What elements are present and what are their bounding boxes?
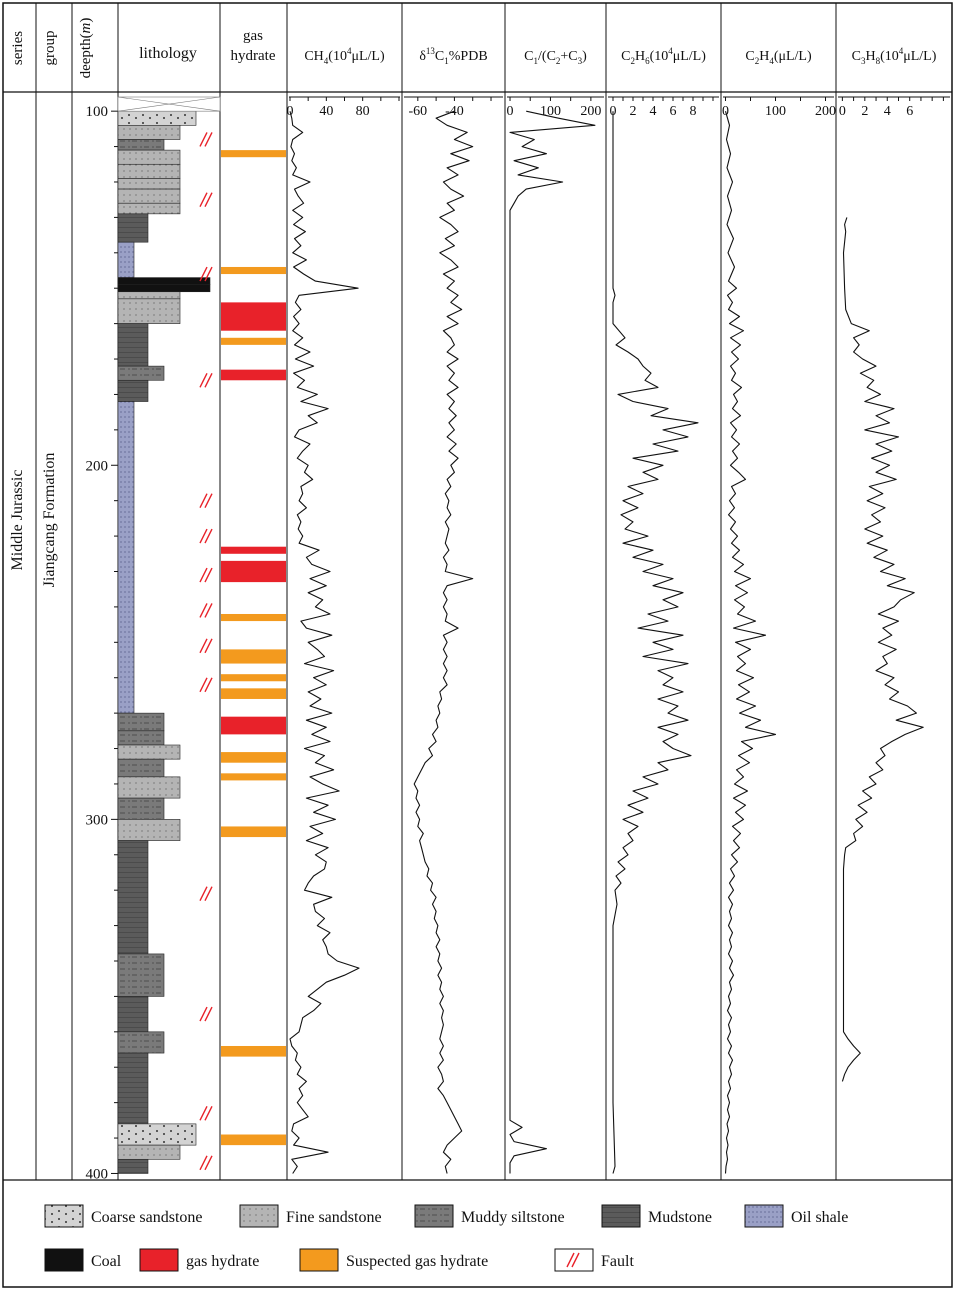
- track-tick-label: 0: [838, 104, 846, 119]
- legend-label: Fault: [601, 1253, 634, 1270]
- depth-tick-label: 100: [85, 104, 108, 121]
- track: [404, 97, 503, 1174]
- hydrate-interval: [221, 150, 286, 157]
- fault-mark: [200, 494, 212, 508]
- track-title: $C_1/(C_2+C_3)$: [524, 49, 587, 66]
- depth-tick-label: 300: [85, 812, 108, 829]
- legend-item-muddy: [415, 1205, 565, 1227]
- lithology-interval: [118, 324, 148, 366]
- hydrate-interval: [221, 370, 286, 381]
- lithology-interval: [118, 713, 164, 731]
- fault-mark: [200, 568, 212, 582]
- lithology-interval: [118, 178, 180, 189]
- lithology-interval: [118, 278, 210, 285]
- track: [507, 97, 604, 1174]
- lithology-interval: [118, 150, 180, 164]
- track-titles: [304, 46, 936, 66]
- track-curve: [510, 111, 595, 1173]
- hydrate-header-line2: hydrate: [230, 48, 276, 64]
- fault-mark: [200, 132, 212, 146]
- lithology-interval: [118, 402, 134, 714]
- track-title: $C_2H_6(10^4\mu L/L)$: [621, 46, 706, 66]
- track-curve: [290, 111, 359, 1173]
- track-tick-label: 0: [506, 104, 514, 119]
- depth-axis: [86, 97, 119, 1182]
- track-curve: [613, 111, 698, 1173]
- legend-item-coarse: [45, 1205, 203, 1227]
- fault-mark: [200, 887, 212, 901]
- legend-label: Oil shale: [791, 1209, 849, 1226]
- hydrate-interval: [221, 338, 286, 345]
- legend: [45, 1205, 848, 1271]
- track-tick-label: 100: [765, 104, 786, 119]
- legend-item-suspected: [300, 1249, 488, 1271]
- hydrate-interval: [221, 614, 286, 621]
- lithology-interval: [118, 954, 164, 996]
- hydrate-header-line1: gas: [243, 28, 263, 44]
- fault-mark: [200, 639, 212, 653]
- track: [722, 97, 836, 1174]
- fault-mark: [200, 193, 212, 207]
- fault-mark: [200, 1106, 212, 1120]
- lithology-interval: [118, 189, 180, 203]
- track-title: $CH_4(10^4\mu L/L)$: [304, 46, 385, 66]
- lithology-interval: [118, 164, 180, 178]
- track-tick-label: 6: [669, 104, 677, 119]
- gas-hydrate-column: [221, 150, 286, 1145]
- legend-label: Fine sandstone: [286, 1209, 382, 1226]
- track-title: $\delta^{13}C_1\%PDB$: [419, 46, 488, 66]
- legend-item-fine: [240, 1205, 382, 1227]
- legend-label: Muddy siltstone: [461, 1209, 565, 1226]
- hydrate-interval: [221, 1046, 286, 1057]
- track-tick-label: 100: [539, 104, 561, 119]
- fault-mark: [200, 678, 212, 692]
- legend-label: gas hydrate: [186, 1253, 260, 1270]
- track-tick-label: 8: [689, 104, 697, 119]
- hydrate-interval: [221, 561, 286, 582]
- depth-tick-label: 400: [85, 1166, 108, 1183]
- lithology-interval: [118, 380, 148, 401]
- track-tick-label: 0: [286, 104, 294, 119]
- track-curve: [842, 217, 923, 1081]
- lithology-interval: [118, 1159, 148, 1173]
- depth-tick-label: 200: [85, 458, 108, 475]
- track-tick-label: 200: [580, 104, 602, 119]
- legend-item-oil: [745, 1205, 848, 1227]
- hydrate-interval: [221, 717, 286, 735]
- legend-label: Coarse sandstone: [91, 1209, 203, 1226]
- hydrate-interval: [221, 826, 286, 837]
- legend-item-fault: [555, 1249, 634, 1271]
- lithology-interval: [118, 111, 196, 125]
- legend-item-coal: [45, 1249, 122, 1271]
- geochemistry-tracks: [287, 97, 951, 1174]
- hydrate-interval: [221, 674, 286, 681]
- lithology-interval: [118, 996, 148, 1031]
- track-title: $C_3H_8(10^4\mu L/L)$: [851, 46, 937, 66]
- legend-label: Mudstone: [648, 1209, 712, 1226]
- group-value: Jiangcang Formation: [41, 452, 58, 588]
- hydrate-interval: [221, 1135, 286, 1146]
- series-header: series: [10, 30, 26, 66]
- fault-mark: [200, 1007, 212, 1021]
- track-tick-label: 6: [906, 104, 914, 119]
- hydrate-interval: [221, 752, 286, 763]
- hydrate-interval: [221, 302, 286, 330]
- hydrate-interval: [221, 649, 286, 663]
- lithology-interval: [118, 1053, 148, 1124]
- lithology-interval: [118, 139, 164, 150]
- lithology-interval: [118, 214, 148, 242]
- series-value: Middle Jurassic: [9, 469, 26, 571]
- lithology-interval: [118, 1032, 164, 1053]
- lithology-interval: [118, 819, 180, 840]
- lithology-interval: [118, 366, 164, 380]
- track-tick-label: 0: [722, 104, 729, 119]
- group-header: group: [42, 30, 58, 66]
- depth-header: deepth(m): [78, 17, 94, 79]
- legend-item-mud: [602, 1205, 712, 1227]
- lithology-interval: [118, 731, 164, 745]
- lithology-interval: [118, 798, 164, 819]
- track-tick-label: 2: [861, 104, 869, 119]
- fault-mark: [200, 603, 212, 617]
- track: [608, 97, 719, 1174]
- lithology-interval: [118, 777, 180, 798]
- fault-mark: [200, 373, 212, 387]
- legend-label: Coal: [91, 1253, 122, 1270]
- track-tick-label: 0: [609, 104, 617, 119]
- legend-label: Suspected gas hydrate: [346, 1253, 489, 1270]
- track-tick-label: 80: [355, 104, 370, 119]
- fault-mark: [200, 529, 212, 543]
- lithology-header: lithology: [139, 45, 197, 62]
- track-tick-label: -40: [445, 104, 464, 119]
- track-tick-label: 200: [815, 104, 836, 119]
- lithology-interval: [118, 285, 210, 292]
- track-curve: [726, 111, 776, 1173]
- track: [287, 97, 401, 1174]
- hydrate-interval: [221, 267, 286, 274]
- hydrate-interval: [221, 688, 286, 699]
- lithology-interval: [118, 242, 134, 277]
- track-curve: [414, 111, 473, 1173]
- lithology-interval: [118, 125, 180, 139]
- track-title: $C_2H_4(\mu L/L)$: [745, 49, 812, 66]
- track-tick-label: 4: [649, 104, 657, 119]
- lithology-interval: [118, 292, 180, 299]
- lithology-interval: [118, 841, 148, 954]
- lithology-interval: [118, 1124, 196, 1145]
- track-tick-label: -60: [408, 104, 428, 119]
- track-tick-label: 4: [883, 104, 891, 119]
- lithology-interval: [118, 299, 180, 324]
- fault-mark: [200, 1156, 212, 1170]
- legend-item-hydrate: [140, 1249, 259, 1271]
- track-tick-label: 2: [629, 104, 637, 119]
- lithology-interval: [118, 745, 180, 759]
- track: [838, 97, 950, 1081]
- lithology-interval: [118, 759, 164, 777]
- hydrate-interval: [221, 773, 286, 780]
- track-tick-label: 40: [319, 104, 334, 119]
- lithology-interval: [118, 1145, 180, 1159]
- header: [10, 18, 937, 79]
- hydrate-interval: [221, 547, 286, 554]
- lithology-interval: [118, 203, 180, 214]
